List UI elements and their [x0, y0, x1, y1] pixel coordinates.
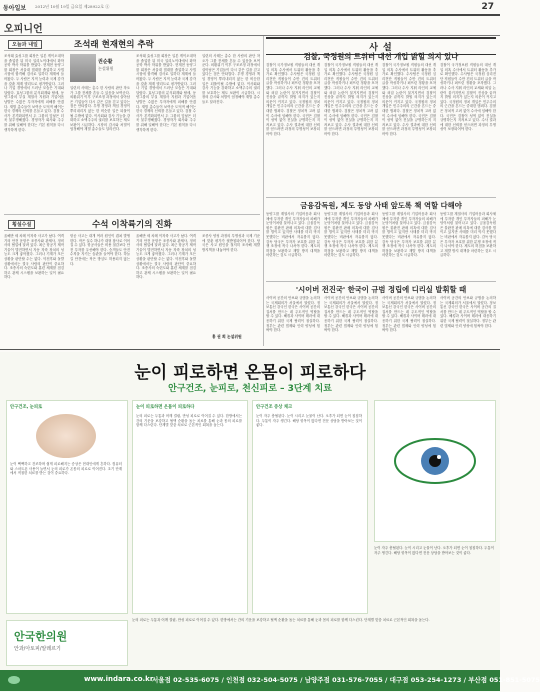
issue-date: 2012년 10월 19일 금요일 제28922호 ⓐ	[35, 4, 110, 9]
column-body-2: 일련의 사태는 총수 한 사람의 판단 착오가 그룹 전체를 흔들 수 있음을 보여준다. 외환위기 이후 구조조정 과정에서 살아남은 기업들이 다시 같은 길을 걷고 있다는 점은 안타깝다. 투명 경영과 책임 경영이 뿌리내리지 않는 한 비슷한 일은 되풀이될 수밖에 없다. 이사회와 감사 기능을 강화하고 소액주주의 권리를 보호하는 제도 보완이 시급하다. 시장의 감시와 처벌이 엄정해야 재벌 총수들도 달라진다.	[70, 86, 130, 132]
ad-illustration	[374, 400, 496, 542]
editorial-headline-1: 검찰, 국정원의 트위터 대선 개입 밝힐 의지 있나	[303, 52, 459, 61]
ad-box-1-title: 안구건조, 눈피로	[10, 405, 43, 410]
ad-box-2-title: 눈이 피로하면 온몸이 피로하다	[136, 405, 195, 410]
header-rule	[0, 14, 500, 16]
footer-logo	[6, 672, 76, 688]
section-rule	[0, 35, 500, 36]
ad-footnote: 눈의 피로는 두통과 어깨 결림, 만성 피로로 이어질 수 있다. 한방에서는 간의 기운을 보강하고 혈액 순환을 돕는 치료를 통해 눈과 몸의 피로를 함께 다스린다. 단계별 맞춤 치료로 근본적인 회복을 돕는다.	[132, 618, 430, 622]
column2-body-1: 올해만 세 차례 이착륙 사고가 났다. 여객기의 안전 운항은 조종사와 관제사, 정비사의 협업에 달려 있다. 최근 항공기 제작 기술이 발전하면서 자동 착륙 장치의 성능도 크게 좋아졌다. 그러나 기계가 모든 상황을 판단할 수는 없다. 악천후와 돌발 상황에서는 결국 사람의 판단이 중요하다. 조종사의 숙련도와 훈련 체계를 점검하고 관제 시스템을 보완하는 일이 필요하다.	[4, 234, 64, 280]
branch-phone-list: 서울점 02-535-6075 / 인천점 032-504-5075 / 남양주점 031-576-7055 / 대구점 053-254-1273 / 부산점 051-851-5075	[152, 676, 540, 684]
column-label-2: 횡설수설	[8, 220, 35, 229]
clinic-logo-subtitle: 안과/아토피/알레르기	[14, 646, 61, 652]
ad-box-2-body: 눈의 피로는 두통과 어깨 결림, 만성 피로로 이어질 수 있다. 한방에서는 간의 기운을 보강하고 혈액 순환을 돕는 치료를 통해 눈과 몸의 피로를 함께 다스린다. 단계별 맞춤 치료로 근본적인 회복을 돕는다.	[136, 414, 242, 428]
ad-box-1-body: 눈이 뻑뻑하고 건조하며 쉽게 피로해지는 증상은 현대인에게 흔하다. 컴퓨터와 스마트폰 사용이 늘면서 눈의 피로가 온몸의 피로로 이어진다. 초기 단계에서 적절한 치료를 받는 것이 중요하다.	[10, 462, 122, 476]
face-illustration	[36, 414, 96, 458]
leaf-icon	[6, 672, 76, 688]
editorial-rule-1	[266, 197, 496, 198]
column2-body-2: 항공 사고는 대개 여러 원인이 겹쳐 발생한다. 작은 실수 하나가 대형 참사로 이어질 수 있다. 항공사들은 비용 절감보다 안전 투자를 우선해야 한다. 승객들도 안전 수칙을 지키는 습관을 들여야 한다. 하늘길 안전에는 작은 방심도 허용되지 않는다.	[70, 234, 130, 266]
newspaper-name: 동아일보	[3, 5, 27, 12]
editorial-title: 사 설	[266, 37, 496, 55]
author-role: 논설위원	[98, 66, 114, 71]
ad-subtitle: 안구건조, 눈피로, 천신피로 – 3단계 치료	[168, 384, 332, 394]
editorial-headline-3: '시이버 전진국' 한국이 규범 정립에 디리실 발휘할 때	[295, 285, 467, 294]
editorial-body-1a: 검찰이 국가정보원 직원들의 대선 개입 의혹 수사에서 트위터 활동을 추가로 확인했다. 수사팀은 국정원 심리전단 직원들이 수만 건의 트위터 글을 작성하거나 퍼뜨린 정황을 포착했다. 그러나 수사 지휘 라인의 교체와 외압 논란이 불거지면서 검찰이 진상을 끝까지 밝힐 의지가 있는지 의문이 커지고 있다. 국정원의 정치 개입은 민주주의의 근간을 흔드는 중대한 범죄다. 검찰은 정치적 고려 없이 수사에 임해야 한다. 국민은 검찰이 성역 없이 진실을 규명하는지 지켜보고 있다. 수사 결과에 대한 신뢰를 얻으려면 과정의 투명성이 보장되어야 한다.	[266, 63, 320, 136]
page-bottom-rule	[0, 349, 500, 350]
column2-author: 홍 권 희 논설위원	[212, 334, 242, 339]
column-rule	[4, 50, 260, 51]
column2-body-4: 조종사 양성 과정의 투명성과 국제 기준에 맞춘 평가가 뒷받침되어야 한다. 당국은 사고 원인을 철저히 조사해 재발 방지책을 내놓아야 한다.	[202, 234, 260, 252]
column-headline-2: 수석 이착륙기의 진화	[92, 220, 172, 230]
editorial-body-3a: 사이버 공간의 안보와 규범을 논의하는 국제회의가 서울에서 열렸다. 정보통신 강국인 한국은 사이버 공간의 질서를 만드는 데 주도적인 역할을 할 수 있다. 해킹과 사이버 테러에 대응하기 위한 국제 협력이 절실하다. 정부는 관련 법제와 인력 양성에 힘써야 한다.	[266, 296, 320, 333]
editorial-body-2d: 동양그룹 계열사의 기업어음과 회사채에 투자한 개인 투자자들의 피해가 눈덩이처럼 불어나고 있다. 금융감독원은 불완전 판매 의혹에 대한 검사를 벌이고 있지만 사태를 미리 막지 못했다는 비판에서 자유롭지 않다. 감독 당국은 투자자 보호를 위한 분쟁 조정에 적극 나서야 한다. 제도의 허점을 보완하고 재발 방지 대책을 마련하는 것도 시급하다.	[440, 212, 496, 258]
editorial-body-1c: 검찰이 국가정보원 직원들의 대선 개입 의혹 수사에서 트위터 활동을 추가로 확인했다. 수사팀은 국정원 심리전단 직원들이 수만 건의 트위터 글을 작성하거나 퍼뜨린 정황을 포착했다. 그러나 수사 지휘 라인의 교체와 외압 논란이 불거지면서 검찰이 진상을 끝까지 밝힐 의지가 있는지 의문이 커지고 있다. 국정원의 정치 개입은 민주주의의 근간을 흔드는 중대한 범죄다. 검찰은 정치적 고려 없이 수사에 임해야 한다. 국민은 검찰이 성역 없이 진실을 규명하는지 지켜보고 있다. 수사 결과에 대한 신뢰를 얻으려면 과정의 투명성이 보장되어야 한다.	[382, 63, 436, 136]
editorial-body-3b: 사이버 공간의 안보와 규범을 논의하는 국제회의가 서울에서 열렸다. 정보통신 강국인 한국은 사이버 공간의 질서를 만드는 데 주도적인 역할을 할 수 있다. 해킹과 사이버 테러에 대응하기 위한 국제 협력이 절실하다. 정부는 관련 법제와 인력 양성에 힘써야 한다.	[324, 296, 378, 333]
column-body-3: 조석래 효성그룹 회장은 일본 게이오대학을 졸업한 뒤 미국 일리노이대에서 화학공학 박사 학위를 받았다. 현재현 동양그룹 회장은 서울대 법대를 졸업하고 사법시험에 합격해 검사로 일하다 재계에 들어왔다. 두 사람은 지적 능력과 국제 감각을 갖춘 재계 엘리트로 평가받았다. 그러나 기업 경영에서 드러난 모습은 기대와 달랐다. 효성그룹의 분식회계와 탈세, 동양그룹의 부실 계열사 지원과 기업어음 남발은 수많은 투자자에게 피해를 안겼다. 재벌 총수들이 보여준 도덕적 해이는 한국 경제의 신뢰를 흔들고 있다. 검찰 수사가 본격화되면서 두 그룹의 앞날은 더욱 불투명해졌다. 경영자가 회사와 주주를 위해 일해야 한다는 기본 원칙을 다시 생각하게 한다.	[136, 54, 196, 132]
column-body-4: 일련의 사태는 총수 한 사람의 판단 착오가 그룹 전체를 흔들 수 있음을 보여준다. 외환위기 이후 구조조정 과정에서 살아남은 기업들이 다시 같은 길을 걷고 있다는 점은 안타깝다. 투명 경영과 책임 경영이 뿌리내리지 않는 한 비슷한 일은 되풀이될 수밖에 없다. 이사회와 감사 기능을 강화하고 소액주주의 권리를 보호하는 제도 보완이 시급하다. 시장의 감시와 처벌이 엄정해야 재벌 총수들도 달라진다.	[202, 54, 260, 104]
clinic-logo-name: 안국한의원	[14, 630, 68, 643]
column-rule-2	[4, 230, 260, 231]
eye-illustration	[375, 401, 495, 541]
column-headline: 조석래 현재현의 추락	[74, 40, 154, 50]
column-label: 오늘과 내일	[8, 40, 42, 49]
editorial-body-2b: 동양그룹 계열사의 기업어음과 회사채에 투자한 개인 투자자들의 피해가 눈덩이처럼 불어나고 있다. 금융감독원은 불완전 판매 의혹에 대한 검사를 벌이고 있지만 사태를 미리 막지 못했다는 비판에서 자유롭지 않다. 감독 당국은 투자자 보호를 위한 분쟁 조정에 적극 나서야 한다. 제도의 허점을 보완하고 재발 방지 대책을 마련하는 것도 시급하다.	[324, 212, 378, 258]
ad-headline: 눈이 피로하면 온몸이 피로하다	[134, 363, 366, 383]
author-photo	[70, 54, 96, 82]
ad-right-body: 눈이 자주 충혈된다. 눈이 시리고 눈물이 난다. 오후가 되면 눈이 침침하다. 두통이 자주 생긴다. 해당 항목이 많다면 전문 상담을 받아보는 것이 좋다.	[374, 546, 494, 555]
column2-body-3: 올해만 세 차례 이착륙 사고가 났다. 여객기의 안전 운항은 조종사와 관제사, 정비사의 협업에 달려 있다. 최근 항공기 제작 기술이 발전하면서 자동 착륙 장치의 성능도 크게 좋아졌다. 그러나 기계가 모든 상황을 판단할 수는 없다. 악천후와 돌발 상황에서는 결국 사람의 판단이 중요하다. 조종사의 숙련도와 훈련 체계를 점검하고 관제 시스템을 보완하는 일이 필요하다.	[136, 234, 196, 280]
page-number: 27	[481, 2, 494, 12]
editorial-body-2c: 동양그룹 계열사의 기업어음과 회사채에 투자한 개인 투자자들의 피해가 눈덩이처럼 불어나고 있다. 금융감독원은 불완전 판매 의혹에 대한 검사를 벌이고 있지만 사태를 미리 막지 못했다는 비판에서 자유롭지 않다. 감독 당국은 투자자 보호를 위한 분쟁 조정에 적극 나서야 한다. 제도의 허점을 보완하고 재발 방지 대책을 마련하는 것도 시급하다.	[382, 212, 436, 258]
website-link[interactable]: www.indara.co.kr	[84, 675, 154, 683]
editorial-headline-2: 금융감독원, 제도 동양 사태 앞도록 책 역할 다해야	[300, 201, 462, 210]
ad-box-3-body: 눈이 자주 충혈된다. 눈이 시리고 눈물이 난다. 오후가 되면 눈이 침침하다. 두통이 자주 생긴다. 해당 항목이 많다면 전문 상담을 받아보는 것이 좋다.	[256, 414, 362, 428]
editorial-body-3c: 사이버 공간의 안보와 규범을 논의하는 국제회의가 서울에서 열렸다. 정보통신 강국인 한국은 사이버 공간의 질서를 만드는 데 주도적인 역할을 할 수 있다. 해킹과 사이버 테러에 대응하기 위한 국제 협력이 절실하다. 정부는 관련 법제와 인력 양성에 힘써야 한다.	[382, 296, 436, 333]
editorial-body-1b: 검찰이 국가정보원 직원들의 대선 개입 의혹 수사에서 트위터 활동을 추가로 확인했다. 수사팀은 국정원 심리전단 직원들이 수만 건의 트위터 글을 작성하거나 퍼뜨린 정황을 포착했다. 그러나 수사 지휘 라인의 교체와 외압 논란이 불거지면서 검찰이 진상을 끝까지 밝힐 의지가 있는지 의문이 커지고 있다. 국정원의 정치 개입은 민주주의의 근간을 흔드는 중대한 범죄다. 검찰은 정치적 고려 없이 수사에 임해야 한다. 국민은 검찰이 성역 없이 진실을 규명하는지 지켜보고 있다. 수사 결과에 대한 신뢰를 얻으려면 과정의 투명성이 보장되어야 한다.	[324, 63, 378, 136]
editorial-body-3d: 사이버 공간의 안보와 규범을 논의하는 국제회의가 서울에서 열렸다. 정보통신 강국인 한국은 사이버 공간의 질서를 만드는 데 주도적인 역할을 할 수 있다. 해킹과 사이버 테러에 대응하기 위한 국제 협력이 절실하다. 정부는 관련 법제와 인력 양성에 힘써야 한다.	[440, 296, 496, 328]
author-name: 권순활	[98, 59, 113, 65]
editorial-body-2a: 동양그룹 계열사의 기업어음과 회사채에 투자한 개인 투자자들의 피해가 눈덩이처럼 불어나고 있다. 금융감독원은 불완전 판매 의혹에 대한 검사를 벌이고 있지만 사태를 미리 막지 못했다는 비판에서 자유롭지 않다. 감독 당국은 투자자 보호를 위한 분쟁 조정에 적극 나서야 한다. 제도의 허점을 보완하고 재발 방지 대책을 마련하는 것도 시급하다.	[266, 212, 320, 258]
ad-box-3-title: 안구건조 증상 체크	[256, 405, 293, 410]
section-title: 오피니언	[4, 24, 43, 35]
column-divider	[4, 214, 260, 215]
vertical-divider	[263, 36, 264, 346]
editorial-rule-2	[266, 281, 496, 282]
editorial-body-1d: 검찰이 국가정보원 직원들의 대선 개입 의혹 수사에서 트위터 활동을 추가로 확인했다. 수사팀은 국정원 심리전단 직원들이 수만 건의 트위터 글을 작성하거나 퍼뜨린 정황을 포착했다. 그러나 수사 지휘 라인의 교체와 외압 논란이 불거지면서 검찰이 진상을 끝까지 밝힐 의지가 있는지 의문이 커지고 있다. 국정원의 정치 개입은 민주주의의 근간을 흔드는 중대한 범죄다. 검찰은 정치적 고려 없이 수사에 임해야 한다. 국민은 검찰이 성역 없이 진실을 규명하는지 지켜보고 있다. 수사 결과에 대한 신뢰를 얻으려면 과정의 투명성이 보장되어야 한다.	[440, 63, 496, 132]
column-body-1: 조석래 효성그룹 회장은 일본 게이오대학을 졸업한 뒤 미국 일리노이대에서 화학공학 박사 학위를 받았다. 현재현 동양그룹 회장은 서울대 법대를 졸업하고 사법시험에 합격해 검사로 일하다 재계에 들어왔다. 두 사람은 지적 능력과 국제 감각을 갖춘 재계 엘리트로 평가받았다. 그러나 기업 경영에서 드러난 모습은 기대와 달랐다. 효성그룹의 분식회계와 탈세, 동양그룹의 부실 계열사 지원과 기업어음 남발은 수많은 투자자에게 피해를 안겼다. 재벌 총수들이 보여준 도덕적 해이는 한국 경제의 신뢰를 흔들고 있다. 검찰 수사가 본격화되면서 두 그룹의 앞날은 더욱 불투명해졌다. 경영자가 회사와 주주를 위해 일해야 한다는 기본 원칙을 다시 생각하게 한다.	[4, 54, 64, 132]
